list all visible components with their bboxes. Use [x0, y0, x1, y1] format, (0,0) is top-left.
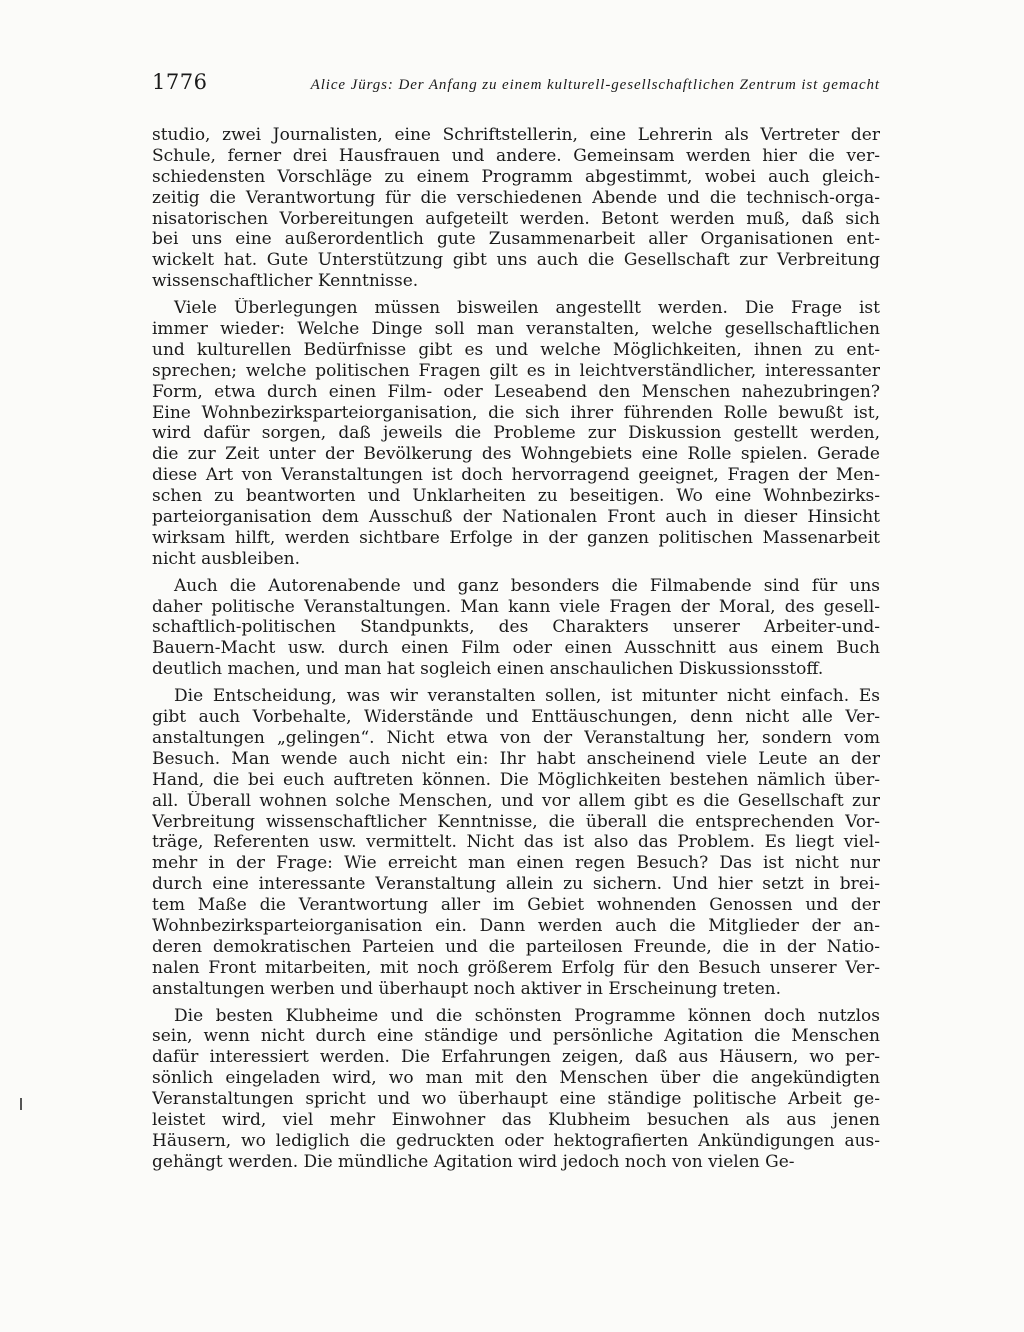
page-number: 1776	[152, 70, 208, 94]
paragraph	[152, 686, 880, 999]
text-line: gehängt werden. Die mündliche Agitation wird jedoch noch von vielen Ge-	[152, 1151, 795, 1172]
paragraph	[152, 125, 880, 292]
text-line: tem Maße die Verantwortung aller im Gebiet wohnenden Genossen und der	[152, 895, 880, 916]
paragraph	[152, 576, 880, 680]
text-line: Eine Wohnbezirksparteiorganisation, die sich ihrer führenden Rolle bewußt ist,	[152, 402, 880, 423]
text-line: Die besten Klubheime und die schönsten Programme können doch nutzlos	[174, 1005, 880, 1026]
text-line: daher politische Veranstaltungen. Man kann viele Fragen der Moral, des gesell-	[152, 596, 880, 617]
text-line: Verbreitung wissenschaftlicher Kenntnisse, die überall die entsprechenden Vor-	[152, 811, 880, 832]
text-line: schen zu beantworten und Unklarheiten zu beseitigen. Wo eine Wohnbezirks-	[152, 486, 880, 507]
text-line: wirksam hilft, werden sichtbare Erfolge in der ganzen politischen Massenarbeit	[152, 527, 880, 548]
running-title: Alice Jürgs: Der Anfang zu einem kulturell-gesellschaftlichen Zentrum ist gemacht	[310, 77, 880, 93]
paragraph	[152, 298, 880, 570]
paragraph	[152, 1006, 880, 1173]
text-line: leistet wird, viel mehr Einwohner das Klubheim besuchen als aus jenen	[152, 1109, 880, 1130]
text-line: schiedensten Vorschläge zu einem Programm abgestimmt, wobei auch gleich-	[152, 166, 880, 187]
text-line: die zur Zeit unter der Bevölkerung des Wohngebiets eine Rolle spielen. Gerade	[152, 444, 880, 465]
text-line: immer wieder: Welche Dinge soll man veranstalten, welche gesellschaftlichen	[152, 319, 880, 340]
text-line: nicht ausbleiben.	[152, 548, 301, 569]
body-text	[152, 125, 880, 1173]
text-line: Hand, die bei euch auftreten können. Die Möglichkeiten bestehen nämlich über-	[152, 769, 880, 790]
text-line: diese Art von Veranstaltungen ist doch hervorragend geeignet, Fragen der Men-	[152, 465, 880, 486]
text-line: bei uns eine außerordentlich gute Zusammenarbeit aller Organisationen ent-	[152, 229, 880, 250]
text-line: Besuch. Man wende auch nicht ein: Ihr habt anscheinend viele Leute an der	[152, 748, 880, 769]
text-line: mehr in der Frage: Wie erreicht man einen regen Besuch? Das ist nicht nur	[152, 853, 880, 874]
text-line: Die Entscheidung, was wir veranstalten sollen, ist mitunter nicht einfach. Es	[174, 686, 880, 707]
text-line: Bauern-Macht usw. durch einen Film oder einen Ausschnitt aus einem Buch	[152, 638, 880, 659]
text-line: Auch die Autorenabende und ganz besonders die Filmabende sind für uns	[174, 575, 880, 596]
text-line: Viele Überlegungen müssen bisweilen angestellt werden. Die Frage ist	[174, 298, 880, 319]
text-line: sönlich eingeladen wird, wo man mit den Menschen über die angekündigten	[152, 1068, 880, 1089]
margin-mark	[20, 1098, 22, 1110]
text-line: gibt auch Vorbehalte, Widerstände und Enttäuschungen, denn nicht alle Ver-	[152, 707, 880, 728]
text-line: wird dafür sorgen, daß jeweils die Probleme zur Diskussion gestellt werden,	[152, 423, 880, 444]
text-line: sein, wenn nicht durch eine ständige und persönliche Agitation die Menschen	[152, 1026, 880, 1047]
text-line: dafür interessiert werden. Die Erfahrungen zeigen, daß aus Häusern, wo per-	[152, 1047, 880, 1068]
text-line: Wohnbezirksparteiorganisation ein. Dann werden auch die Mitglieder der an-	[152, 915, 880, 936]
page-header	[152, 70, 880, 100]
text-line: Veranstaltungen spricht und wo überhaupt eine ständige politische Arbeit ge-	[152, 1089, 880, 1110]
text-line: Häusern, wo lediglich die gedruckten oder hektografierten Ankündigungen aus-	[152, 1130, 880, 1151]
text-line: träge, Referenten usw. vermittelt. Nicht das ist also das Problem. Es liegt viel-	[152, 832, 880, 853]
text-line: anstaltungen werben und überhaupt noch aktiver in Erscheinung treten.	[152, 978, 781, 999]
text-line: parteiorganisation dem Ausschuß der Nationalen Front auch in dieser Hinsicht	[152, 507, 880, 528]
text-line: deutlich machen, und man hat sogleich einen anschaulichen Diskussionsstoff.	[152, 659, 824, 680]
text-line: sprechen; welche politischen Fragen gilt es in leichtverständlicher, interessanter	[152, 360, 880, 381]
text-line: Form, etwa durch einen Film- oder Leseabend den Menschen nahezubringen?	[152, 381, 880, 402]
text-line: durch eine interessante Veranstaltung allein zu sichern. Und hier setzt in brei-	[152, 874, 880, 895]
text-line: schaftlich-politischen Standpunkts, des Charakters unserer Arbeiter-und-	[152, 617, 880, 638]
text-line: Schule, ferner drei Hausfrauen und andere. Gemeinsam werden hier die ver-	[152, 145, 880, 166]
text-line: zeitig die Verantwortung für die verschiedenen Abende und die technisch-orga-	[152, 187, 880, 208]
text-line: anstaltungen „gelingen“. Nicht etwa von der Veranstaltung her, sondern vom	[152, 727, 880, 748]
text-line: all. Überall wohnen solche Menschen, und vor allem gibt es die Gesellschaft zur	[152, 790, 880, 811]
text-line: wissenschaftlicher Kenntnisse.	[152, 271, 419, 292]
text-line: nalen Front mitarbeiten, mit noch größerem Erfolg für den Besuch unserer Ver-	[152, 957, 880, 978]
text-line: studio, zwei Journalisten, eine Schriftstellerin, eine Lehrerin als Vertreter der	[152, 125, 880, 145]
text-line: nisatorischen Vorbereitungen aufgeteilt werden. Betont werden muß, daß sich	[152, 208, 880, 229]
text-line: und kulturellen Bedürfnisse gibt es und welche Möglichkeiten, ihnen zu ent-	[152, 339, 880, 360]
text-line: deren demokratischen Parteien und die parteilosen Freunde, die in der Natio-	[152, 936, 880, 957]
text-line: wickelt hat. Gute Unterstützung gibt uns auch die Gesellschaft zur Verbreitung	[152, 250, 880, 271]
